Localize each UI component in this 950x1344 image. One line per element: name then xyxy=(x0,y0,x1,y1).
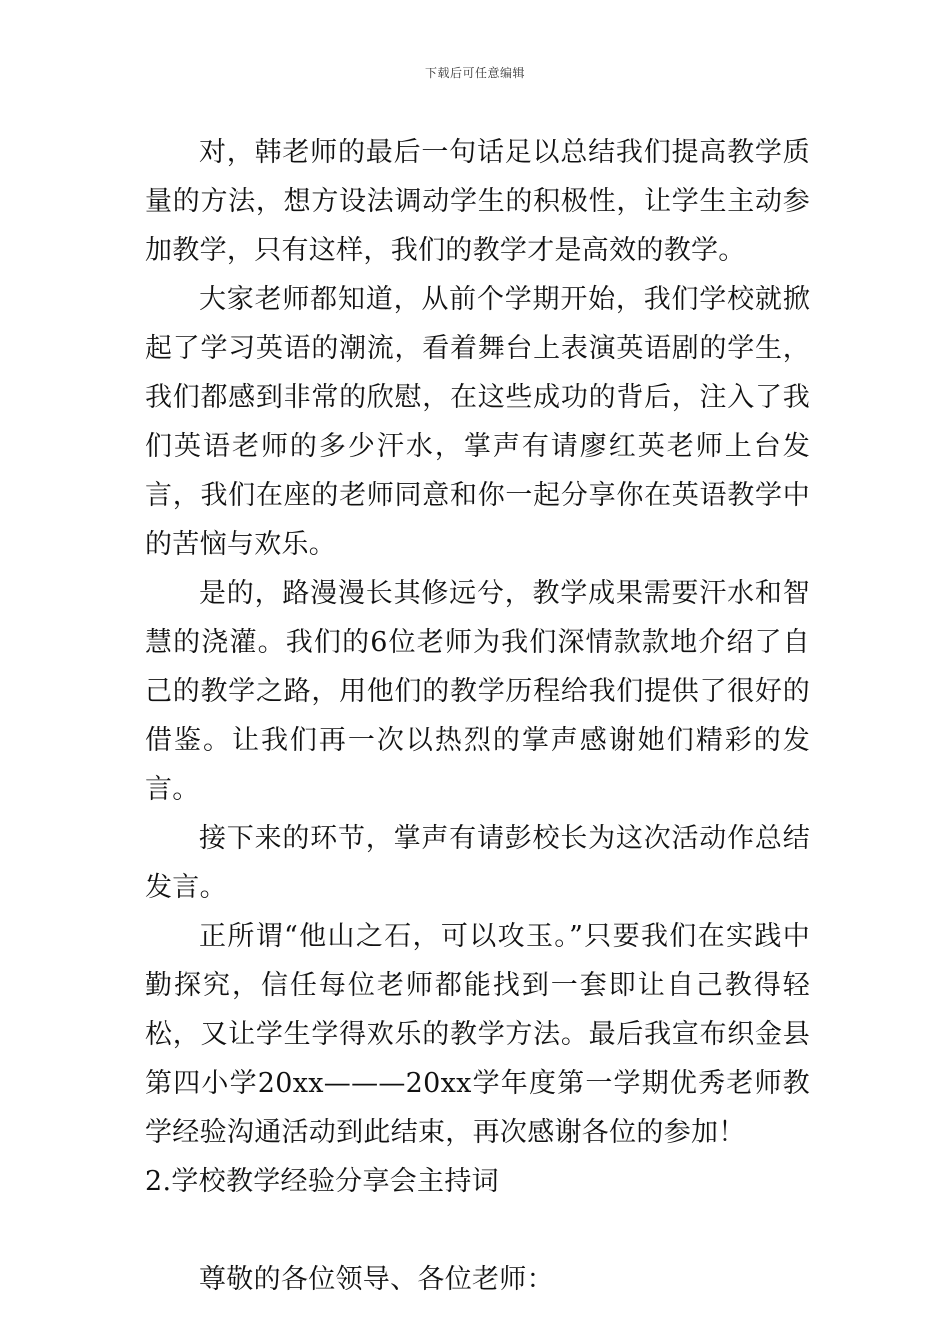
paragraph-1: 对，韩老师的最后一句话足以总结我们提高教学质量的方法，想方设法调动学生的积极性，让学生主动参加教学，只有这样，我们的教学才是高效的教学。 xyxy=(145,137,810,266)
paragraph-5: 正所谓“他山之石，可以攻玉。”只要我们在实践中勤探究，信任每位老师都能找到一套即让自己教得轻松，又让学生学得欢乐的教学方法。最后我宣布织金县第四小学20xx———20xx学年度第一学期优秀老师教学经验沟通活动到此结束，再次感谢各位的参加！ xyxy=(145,921,810,1148)
paragraph-4: 接下来的环节，掌声有请彭校长为这次活动作总结发言。 xyxy=(145,823,810,903)
blank-line xyxy=(145,1206,810,1255)
paragraph-2: 大家老师都知道，从前个学期开始，我们学校就掀起了学习英语的潮流，看着舞台上表演英语剧的学生，我们都感到非常的欣慰，在这些成功的背后，注入了我们英语老师的多少汗水，掌声有请廖红英老师上台发言，我们在座的老师同意和你一起分享你在英语教学中的苦恼与欢乐。 xyxy=(145,284,810,560)
section-heading: 2.学校教学经验分享会主持词 xyxy=(145,1166,499,1197)
document-body xyxy=(145,128,810,1304)
header-note: 下载后可任意编辑 xyxy=(424,66,525,80)
salutation: 尊敬的各位领导、各位老师： xyxy=(199,1264,554,1295)
paragraph-3: 是的，路漫漫长其修远兮，教学成果需要汗水和智慧的浇灌。我们的6位老师为我们深情款款地介绍了自己的教学之路，用他们的教学历程给我们提供了很好的借鉴。让我们再一次以热烈的掌声感谢她们精彩的发言。 xyxy=(145,578,810,805)
